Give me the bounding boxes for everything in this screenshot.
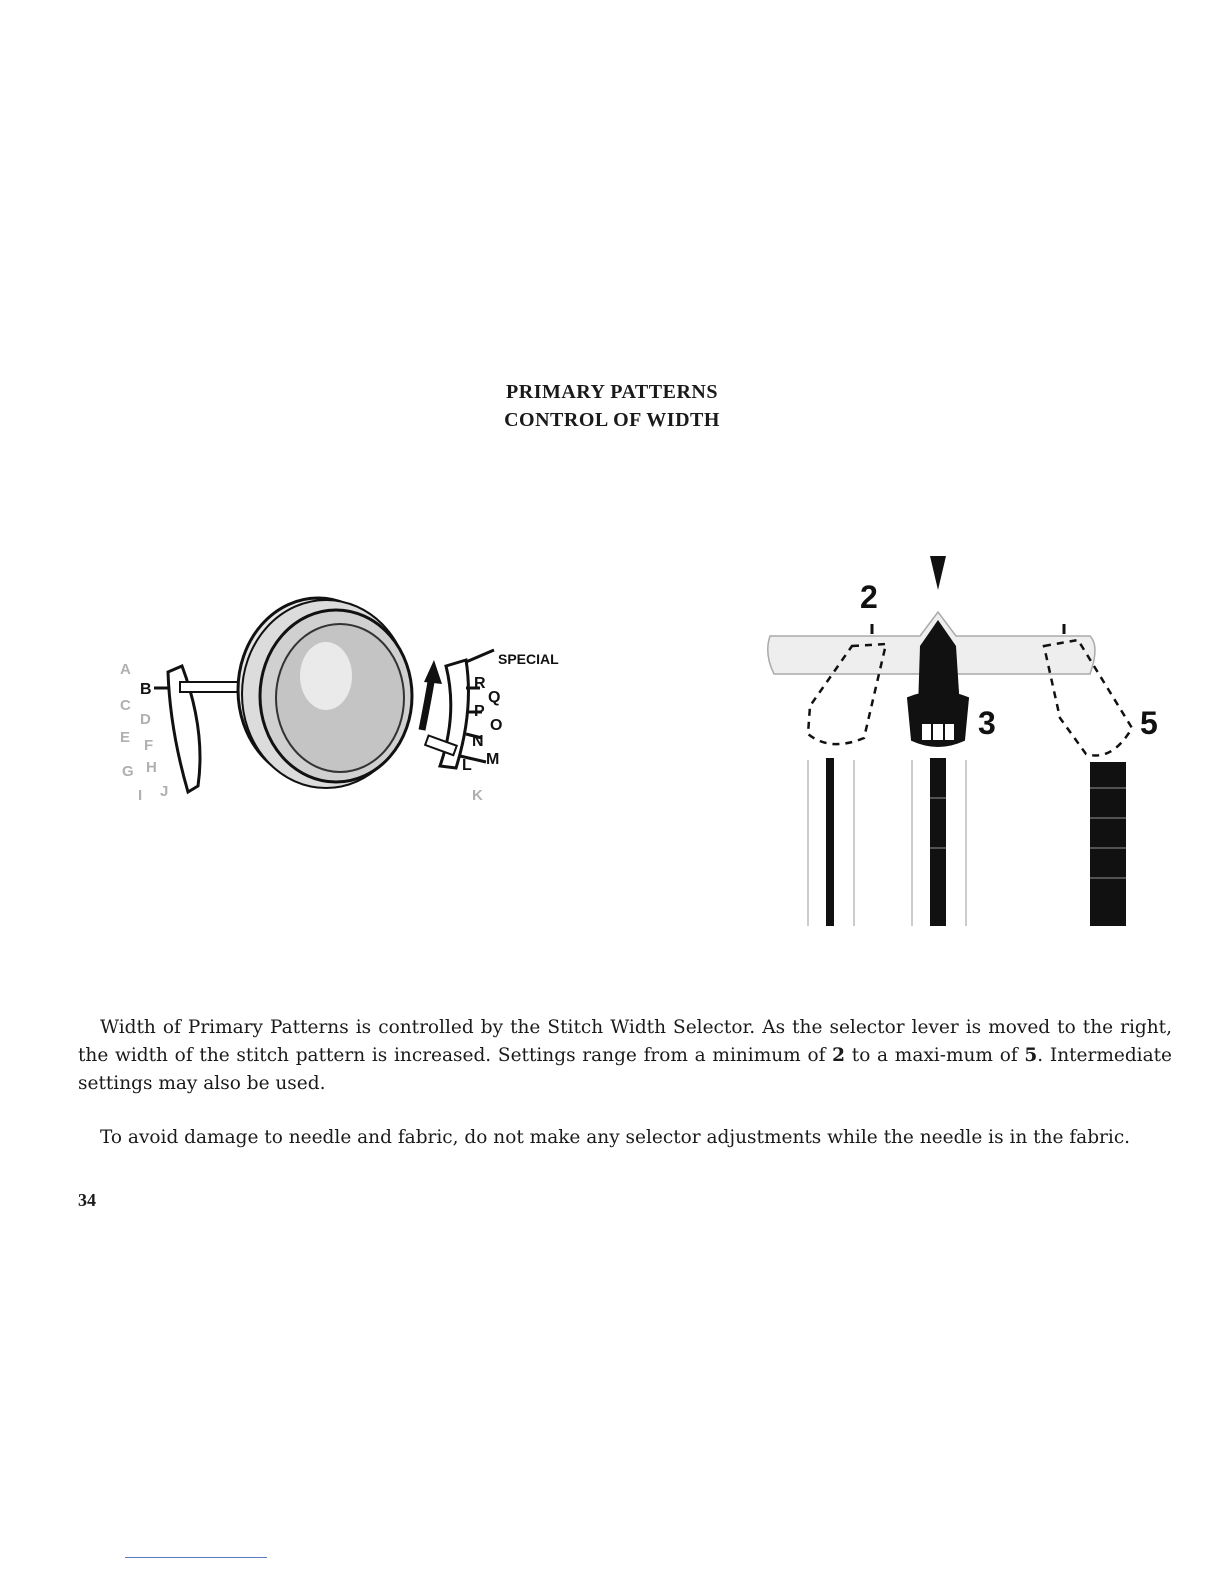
faint-letter: A xyxy=(120,661,131,678)
faint-letter: C xyxy=(120,697,131,714)
p1-text-a: Width of Primary Patterns is controlled by the Stitch Width Selector. As the selector lever is moved to the right, the width of the stitch pattern is increased. Settings range from a minimum of xyxy=(78,1017,1172,1066)
dial-letter: L xyxy=(462,757,472,774)
stitch-width-illustration xyxy=(760,548,1180,938)
p1-text-b: to a maxi-mum of xyxy=(845,1045,1025,1066)
stitch-column-width-3 xyxy=(930,758,946,926)
faint-letter: E xyxy=(120,729,131,746)
paragraph-width-control xyxy=(78,1014,1172,1098)
stitch-column-width-2 xyxy=(826,758,834,926)
faint-letter: H xyxy=(146,759,157,776)
faint-letter: F xyxy=(144,737,154,754)
page-title xyxy=(0,378,1224,434)
paragraph-caution: To avoid damage to needle and fabric, do not make any selector adjustments while the needle is in the fabric. xyxy=(100,1127,1131,1148)
page-number: 34 xyxy=(78,1190,96,1210)
special-label: SPECIAL xyxy=(498,651,559,667)
pointer-triangle xyxy=(930,556,946,590)
stitch-column-width-5 xyxy=(1090,762,1126,926)
p1-text-c: . Intermediate settings may also be used. xyxy=(78,1045,1172,1094)
faint-letter: I xyxy=(138,787,143,804)
dial-letter: M xyxy=(486,751,500,768)
faint-letter: J xyxy=(160,783,169,800)
faint-letter: K xyxy=(472,787,483,804)
stitch-selector-dial-illustration xyxy=(110,590,580,820)
p1-min-value: 2 xyxy=(832,1045,846,1066)
dial-letter: Q xyxy=(488,689,501,706)
dial-letter: N xyxy=(472,733,484,750)
width-label-2: 2 xyxy=(860,579,878,615)
faint-letter: D xyxy=(140,711,151,728)
footer-rule xyxy=(125,1557,267,1558)
title-line-1: PRIMARY PATTERNS xyxy=(506,381,718,403)
dial-letter: R xyxy=(474,675,486,692)
dial-letter: P xyxy=(474,703,485,720)
title-line-2: CONTROL OF WIDTH xyxy=(504,409,720,431)
dial-letter: O xyxy=(490,717,503,734)
lever-label-b: B xyxy=(140,681,152,698)
width-label-5: 5 xyxy=(1140,705,1158,741)
faint-letter: G xyxy=(122,763,134,780)
width-label-3: 3 xyxy=(978,705,996,741)
p1-max-value: 5 xyxy=(1024,1045,1038,1066)
